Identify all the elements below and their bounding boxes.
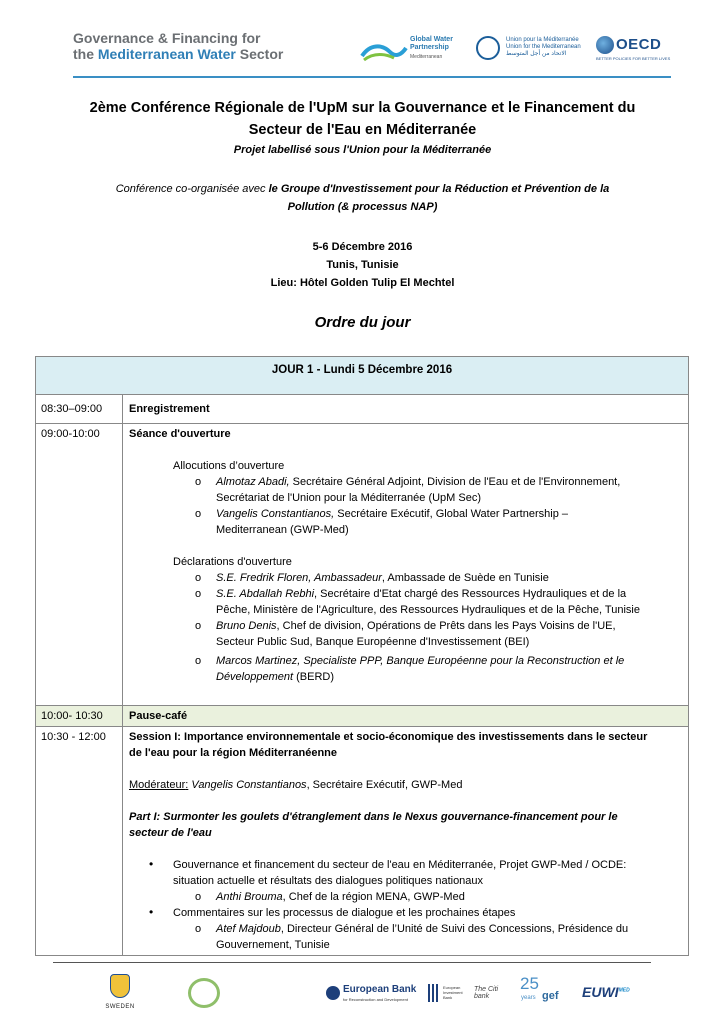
sweden-crest-icon — [110, 974, 130, 998]
ebrd-logo: European Bank for Reconstruction and Development — [326, 984, 422, 1006]
table-row — [36, 395, 689, 424]
bullet-icon: • — [149, 905, 154, 919]
circle-bullet-icon: o — [195, 572, 202, 584]
event-venue: Lieu: Hôtel Golden Tulip El Mechtel — [270, 277, 455, 289]
euwi-med-logo: $EUWI^{MED}$ — [582, 984, 630, 1000]
medpol-emblem-icon — [188, 978, 220, 1008]
list-item: • Commentaires sur les processus de dialogue et les prochaines étapes — [149, 905, 516, 919]
event-place: Tunis, Tunisie — [326, 259, 399, 271]
list-item: o S.E. Fredrik Floren, Ambassadeur, Ambassade de Suède en Tunisie — [195, 572, 549, 584]
time-cell: 09:00-10:00 — [36, 424, 123, 706]
session-title: Session I: Importance environnementale et socio-économique des investissements dans le secteur de l'eau pour la région Méditerranéenne — [129, 731, 648, 759]
medpol-logo — [184, 972, 224, 1012]
list-item: o S.E. Abdallah Rebhi, Secrétaire d'Etat chargé des Ressources Hydrauliques et de la Pêche, Ministère de l'Agriculture, des Ressources Hydrauliques et de la Pêche, Tunisie — [195, 588, 640, 616]
circle-bullet-icon: o — [195, 923, 202, 935]
list-item: o Anthi Brouma, Chef de la région MENA, GWP-Med — [195, 891, 465, 903]
circle-bullet-icon: o — [195, 588, 202, 600]
day-header: JOUR 1 - Lundi 5 Décembre 2016 — [36, 357, 689, 395]
moderator-line: Modérateur: Vangelis Constantianos, Secrétaire Exécutif, GWP-Med — [129, 779, 463, 791]
co-organisation-note: Conférence co-organisée avec le Groupe d'Investissement pour la Réduction et Prévention de la Pollution (& processus NAP) — [115, 183, 610, 213]
group-label: Allocutions d’ouverture — [173, 460, 285, 472]
session-content — [123, 727, 689, 956]
header-title-line1: Governance & Financing for — [73, 30, 261, 46]
eib-logo: European Investment Bank — [428, 984, 468, 1006]
document-subtitle: Projet labellisé sous l'Union pour la Méditerranée — [233, 144, 492, 156]
circle-bullet-icon: o — [195, 476, 202, 488]
time-cell: 10:30 - 12:00 — [36, 727, 123, 956]
table-row — [36, 727, 689, 956]
list-item: o Atef Majdoub, Directeur Général de l’Unité de Suivi des Concessions, Présidence du Gouvernement, Tunisie — [195, 923, 629, 951]
part-heading: Part I: Surmonter les goulets d'étranglement dans le Nexus gouvernance-financement pour le secteur de l'eau — [129, 811, 618, 839]
table-row — [36, 706, 689, 727]
event-date: 5-6 Décembre 2016 — [312, 241, 413, 253]
bullet-icon: • — [149, 857, 154, 871]
time-cell: 08:30–09:00 — [36, 395, 123, 424]
circle-bullet-icon: o — [195, 620, 202, 632]
gwp-med-logo: Global Water Partnership Mediterranean — [360, 32, 460, 66]
time-cell: 10:00- 10:30 — [36, 706, 123, 727]
session-title: Séance d'ouverture — [129, 428, 231, 440]
list-item: o Bruno Denis, Chef de division, Opérations de Prêts dans les Pays Voisins de l'UE, Secteur Public Sud, Banque Européenne d'Investissement (BEI) — [195, 620, 616, 648]
group-label: Déclarations d'ouverture — [173, 556, 292, 568]
day-header-row — [36, 357, 689, 395]
list-item: • Gouvernance et financement du secteur de l'eau en Méditerranée, Projet GWP-Med / OCDE: situation actuelle et résultats des dialogues politiques nationaux — [149, 857, 627, 887]
header-divider — [73, 76, 671, 78]
sweden-logo: SWEDEN — [100, 972, 140, 1016]
table-row — [36, 424, 689, 706]
circle-bullet-icon: o — [195, 655, 202, 667]
event-info — [40, 238, 685, 292]
session-content — [123, 424, 689, 706]
ufm-logo: Union pour la Méditerranée Union for the Mediterranean الاتحاد من أجل المتوسط — [476, 34, 586, 66]
circle-bullet-icon: o — [195, 508, 202, 520]
circle-bullet-icon: o — [195, 891, 202, 903]
document-title: 2ème Conférence Régionale de l'UpM sur la Gouvernance et le Financement du Secteur de l'Eau en Méditerranée — [89, 100, 636, 138]
list-item: o Almotaz Abadi, Secrétaire Général Adjoint, Division de l'Eau et de l'Environnement, Secrétariat de l'Union pour la Méditerranée (UpM Sec) — [195, 476, 621, 504]
header-title-line2: the Mediterranean Water Sector — [73, 46, 284, 62]
header-title-accent: Mediterranean Water — [97, 46, 236, 62]
session-title: Enregistrement — [123, 395, 689, 424]
eib-bars-icon — [428, 984, 440, 1002]
list-item: o Marcos Martinez, Specialiste PPP, Banque Européenne pour la Reconstruction et le Développement (BERD) — [195, 655, 625, 683]
session-title: Pause-café — [123, 706, 689, 727]
oecd-logo: OECD BETTER POLICIES FOR BETTER LIVES — [596, 36, 671, 61]
agenda-table — [35, 356, 689, 956]
oecd-globe-icon — [596, 36, 614, 54]
citi-logo: The Citi bank — [474, 986, 499, 1000]
header-title — [73, 30, 283, 62]
gwp-wave-icon — [360, 38, 408, 62]
gef-logo: 25 years gef — [520, 974, 559, 1002]
list-item: o Vangelis Constantianos, Secrétaire Exécutif, Global Water Partnership – Mediterranean (GWP-Med) — [195, 508, 568, 536]
footer-divider — [53, 962, 651, 963]
agenda-title: Ordre du jour — [314, 314, 411, 331]
ufm-emblem-icon — [476, 36, 500, 60]
ebrd-emblem-icon — [326, 986, 340, 1000]
